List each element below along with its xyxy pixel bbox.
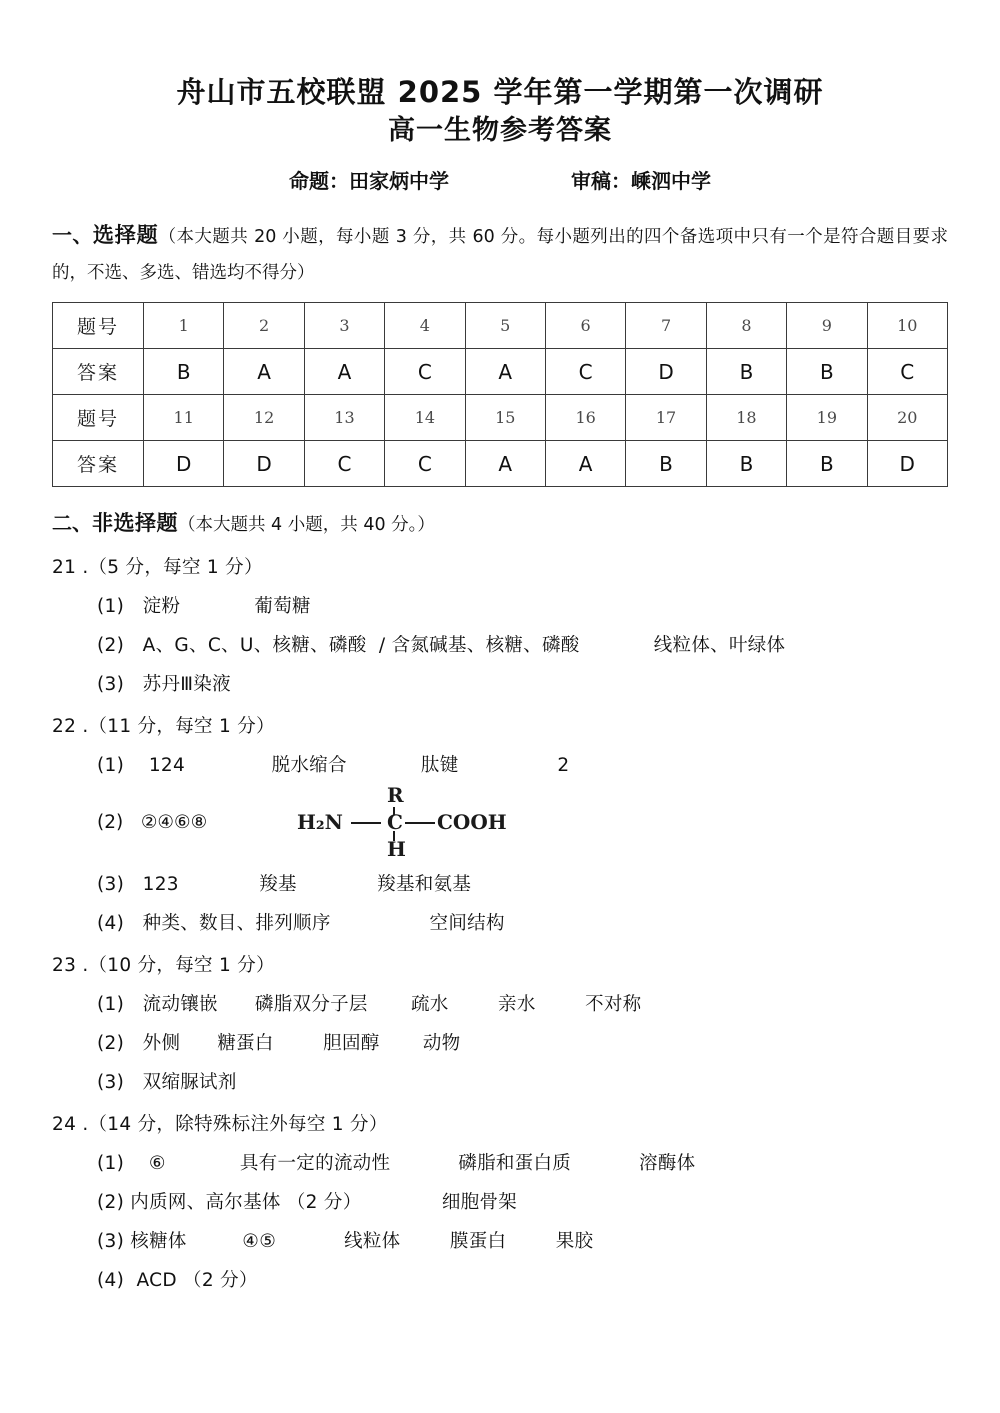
section-2-heading [52, 507, 948, 537]
answer-key-table [52, 302, 948, 487]
question-23-answer-2: (2) 外侧 糖蛋白 胆固醇 动物 [97, 1033, 461, 1055]
question-number-cell: 18 [706, 395, 786, 441]
answer-cell: A [304, 349, 384, 395]
answer-cell: B [626, 441, 706, 487]
table-row-answers-2 [53, 441, 948, 487]
section-2-description: （本大题共 4 小题，共 40 分。） [178, 515, 435, 536]
answer-cell: C [385, 349, 465, 395]
answer-cell: B [706, 441, 786, 487]
section-2-index: 二、 [52, 511, 92, 536]
row-label-question-2: 题号 [53, 395, 144, 441]
question-number-cell: 12 [224, 395, 304, 441]
question-22-answer-1: (1) 124 脱水缩合 肽键 2 [97, 755, 570, 777]
question-number-cell: 4 [385, 303, 465, 349]
row-label-answer-1: 答案 [53, 349, 144, 395]
question-number-cell: 1 [144, 303, 224, 349]
question-number-cell: 3 [304, 303, 384, 349]
question-22-answer-4: (4) 种类、数目、排列顺序 空间结构 [97, 913, 505, 935]
amino-acid-structure-diagram [295, 785, 525, 859]
question-number-cell: 6 [545, 303, 625, 349]
answer-cell: C [385, 441, 465, 487]
question-number-cell: 2 [224, 303, 304, 349]
byline [52, 165, 948, 194]
table-row-question-numbers-1 [53, 303, 948, 349]
author-label: 命题：田家炳中学 [289, 169, 450, 194]
question-21-heading: 21 .（5 分，每空 1 分） [52, 557, 263, 579]
question-number-cell: 19 [787, 395, 867, 441]
question-number-cell: 11 [144, 395, 224, 441]
question-number-cell: 7 [626, 303, 706, 349]
answer-cell: A [465, 441, 545, 487]
answer-cell: B [706, 349, 786, 395]
question-22-heading: 22 .（11 分，每空 1 分） [52, 716, 275, 738]
question-number-cell: 14 [385, 395, 465, 441]
answer-cell: C [304, 441, 384, 487]
question-number-cell: 16 [545, 395, 625, 441]
section-1-title: 选择题 [92, 223, 159, 248]
answer-cell: D [144, 441, 224, 487]
structure-carboxyl-group: COOH [437, 810, 507, 835]
reviewer-label: 审稿：嵊泗中学 [570, 169, 711, 194]
question-24-answer-4: (4) ACD （2 分） [97, 1270, 258, 1292]
answer-cell: B [787, 441, 867, 487]
question-number-cell: 17 [626, 395, 706, 441]
answer-cell: B [144, 349, 224, 395]
section-2-title: 非选择题 [92, 511, 178, 536]
question-number-cell: 13 [304, 395, 384, 441]
structure-r-group: R [387, 785, 404, 808]
row-label-answer-2: 答案 [53, 441, 144, 487]
document-title-line-2: 高一生物参考答案 [388, 115, 612, 147]
question-24-answer-3: (3) 核糖体 ④⑤ 线粒体 膜蛋白 果胶 [97, 1231, 594, 1253]
question-22-answer-2-row [97, 785, 948, 859]
answer-cell: B [787, 349, 867, 395]
answer-cell: A [545, 441, 625, 487]
question-number-cell: 9 [787, 303, 867, 349]
document-title-line-1: 舟山市五校联盟 2025 学年第一学期第一次调研 [176, 75, 824, 109]
structure-hydrogen: H [387, 837, 407, 860]
answer-cell: C [545, 349, 625, 395]
structure-amine-group: H₂N [297, 810, 344, 835]
question-21-answer-2: (2) A、G、C、U、核糖、磷酸 / 含氮碱基、核糖、磷酸 线粒体、叶绿体 [97, 635, 786, 657]
question-number-cell: 5 [465, 303, 545, 349]
question-24-heading: 24 .（14 分，除特殊标注外每空 1 分） [52, 1114, 388, 1136]
question-21-answer-3: (3) 苏丹Ⅲ染液 [97, 674, 231, 696]
section-1-description: （本大题共 20 小题，每小题 3 分，共 60 分。每小题列出的四个备选项中只有一个是符合题目要求的，不选、多选、错选均不得分） [52, 227, 949, 284]
table-row-answers-1 [53, 349, 948, 395]
answer-cell: C [867, 349, 947, 395]
section-1-index: 一、 [52, 223, 93, 248]
row-label-question-1: 题号 [53, 303, 144, 349]
question-21-answer-1: (1) 淀粉 葡萄糖 [97, 596, 311, 618]
question-23-answer-3: (3) 双缩脲试剂 [97, 1072, 237, 1094]
answer-cell: D [626, 349, 706, 395]
question-number-cell: 20 [867, 395, 947, 441]
question-24-answer-1: (1) ⑥ 具有一定的流动性 磷脂和蛋白质 溶酶体 [97, 1153, 696, 1175]
answer-cell: A [224, 349, 304, 395]
question-22-answer-3: (3) 123 羧基 羧基和氨基 [97, 874, 472, 896]
question-23-heading: 23 .（10 分，每空 1 分） [52, 955, 275, 977]
question-number-cell: 15 [465, 395, 545, 441]
structure-central-carbon: C [387, 810, 404, 835]
document-header [52, 0, 948, 149]
answer-cell: A [465, 349, 545, 395]
question-number-cell: 8 [706, 303, 786, 349]
section-1-heading [52, 216, 948, 290]
answer-cell: D [224, 441, 304, 487]
table-row-question-numbers-2 [53, 395, 948, 441]
question-24-answer-2: (2) 内质网、高尔基体 （2 分） 细胞骨架 [97, 1192, 518, 1214]
answer-cell: D [867, 441, 947, 487]
question-number-cell: 10 [867, 303, 947, 349]
question-23-answer-1: (1) 流动镶嵌 磷脂双分子层 疏水 亲水 不对称 [97, 994, 642, 1016]
question-22-answer-2-label: (2) ②④⑥⑧ [97, 811, 208, 833]
